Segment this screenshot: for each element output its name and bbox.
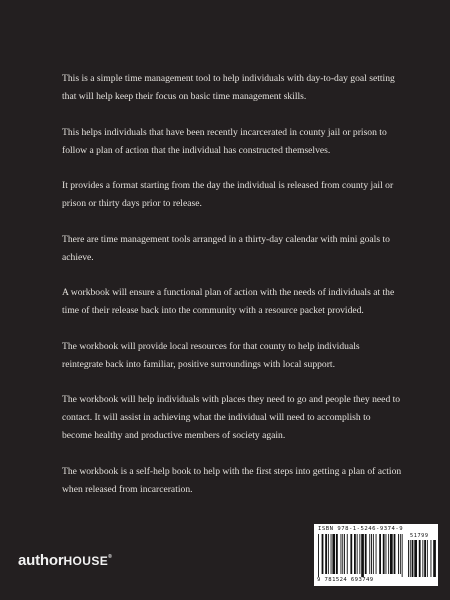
cover-description: [62, 70, 402, 516]
description-paragraph-5: A workbook will ensure a functional plan of action with the needs of individuals at the time of their release back into the community with a resource packet provided.: [62, 287, 395, 316]
description-paragraph-1: This is a simple time management tool to help individuals with day-to-day goal setting that will help keep their focus on basic time management skills.: [62, 73, 395, 102]
publisher-name-house: HOUSE: [63, 554, 109, 568]
publisher-name-author: author: [18, 552, 64, 569]
description-paragraph-3: It provides a format starting from the day the individual is released from county jail or prison or thirty days prior to release.: [62, 180, 394, 209]
ean-digits: 9 781524 693749: [317, 577, 374, 583]
price-code: 51799: [410, 533, 429, 539]
price-barcode-bars: [408, 540, 436, 577]
isbn-barcode: [314, 524, 438, 586]
description-paragraph-8: The workbook is a self-help book to help with the first steps into getting a plan of action when released from incarceration.: [62, 465, 402, 495]
description-paragraph-2: This helps individuals that have been recently incarcerated in county jail or prison to follow a plan of action that the individual has constructed themselves.: [62, 126, 387, 156]
publisher-logo: [18, 552, 112, 569]
description-paragraph-7: The workbook will help individuals with places they need to go and people they need to contact. It will assist in achieving what the individual will need to accomplish to become healthy and productive members of society again.: [62, 394, 401, 441]
description-paragraph-4: There are time management tools arranged in a thirty-day calendar with mini goals to achieve.: [62, 233, 390, 263]
description-paragraph-6: The workbook will provide local resources for that county to help individuals reintegrate back into familiar, positive surroundings with local support.: [62, 340, 360, 370]
isbn-label: ISBN 978-1-5246-9374-9: [318, 526, 404, 532]
trademark-symbol: ®: [108, 554, 112, 560]
ean-barcode-bars: [318, 534, 404, 577]
